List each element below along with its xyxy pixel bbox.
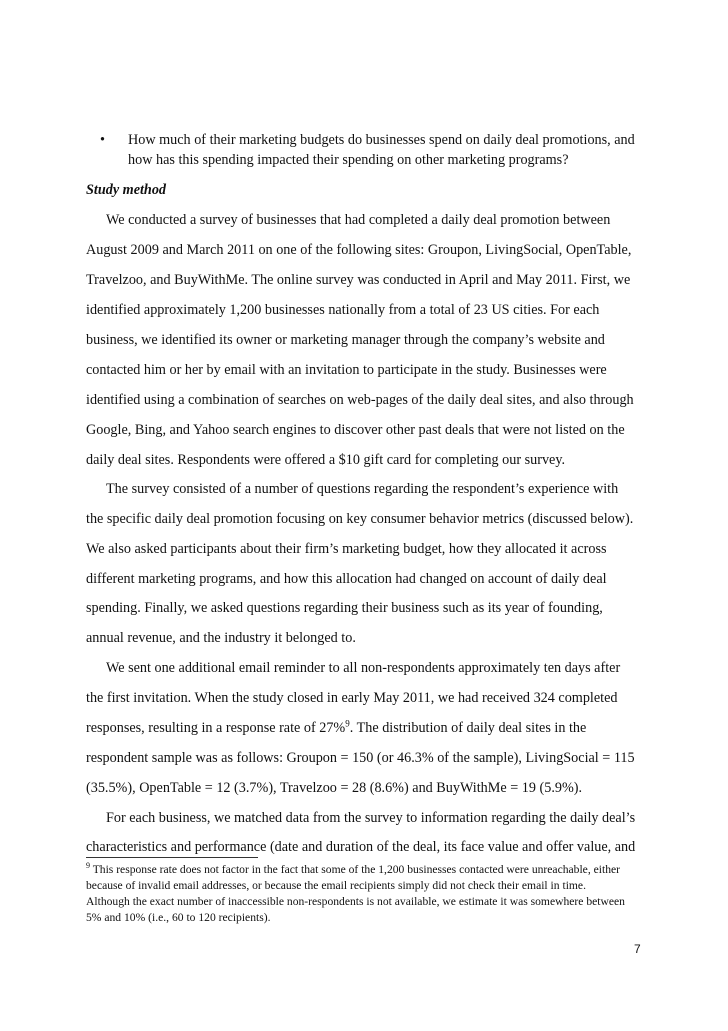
body-line: August 2009 and March 2011 on one of the following sites: Groupon, LivingSocial, OpenTable, — [86, 242, 632, 258]
body-line: identified using a combination of searches on web-pages of the daily deal sites, and also through — [86, 392, 634, 408]
footnote-line: 5% and 10% (i.e., 60 to 120 recipients). — [86, 911, 271, 924]
body-line: spending. Finally, we asked questions regarding their business such as its year of founding, — [86, 600, 603, 616]
body-line: the specific daily deal promotion focusing on key consumer behavior metrics (discussed below). — [86, 511, 634, 527]
body-line: contacted him or her by email with an invitation to participate in the study. Businesses were — [86, 362, 607, 378]
body-line: respondent sample was as follows: Groupon = 150 (or 46.3% of the sample), LivingSocial = 115 — [86, 750, 635, 766]
bullet-item — [100, 130, 660, 170]
body-line: characteristics and performance (date and duration of the deal, its face value and offer value, and — [86, 839, 636, 855]
body-line: (35.5%), OpenTable = 12 (3.7%), Travelzoo = 28 (8.6%) and BuyWithMe = 19 (5.9%). — [86, 780, 583, 796]
footnote-line — [86, 862, 620, 878]
footnote-line: because of invalid email addresses, or because the email recipients simply did not check their email in time. — [86, 879, 586, 892]
body-line: different marketing programs, and how this allocation had changed on account of daily deal — [86, 571, 607, 587]
body-line: daily deal sites. Respondents were offered a $10 gift card for completing our survey. — [86, 452, 566, 468]
body-line: We sent one additional email reminder to all non-respondents approximately ten days after — [106, 660, 621, 676]
bullet-dot: • — [100, 132, 105, 148]
footnote-reference[interactable]: 9 — [345, 718, 350, 729]
body-line: annual revenue, and the industry it belonged to. — [86, 630, 356, 646]
bullet-text-line-1: How much of their marketing budgets do businesses spend on daily deal promotions, and — [128, 132, 635, 148]
footnote-separator — [86, 857, 258, 858]
body-line: business, we identified its owner or marketing manager through the company’s website and — [86, 332, 605, 348]
footnote-mark: 9 — [86, 861, 90, 871]
section-heading: Study method — [86, 182, 167, 198]
body-line: We also asked participants about their firm’s marketing budget, how they allocated it across — [86, 541, 607, 557]
body-line-with-footnote-ref — [86, 718, 586, 738]
body-line: For each business, we matched data from the survey to information regarding the daily deal’s — [106, 810, 636, 826]
footnote-line: Although the exact number of inaccessible non-respondents is not available, we estimate it was somewhere between — [86, 895, 625, 908]
body-line: identified approximately 1,200 businesses nationally from a total of 23 US cities. For each — [86, 302, 600, 318]
body-line: Google, Bing, and Yahoo search engines to discover other past deals that were not listed on the — [86, 422, 625, 438]
body-line: We conducted a survey of businesses that had completed a daily deal promotion between — [106, 212, 611, 228]
footnote-text: This response rate does not factor in the fact that some of the 1,200 businesses contacted were unreachable, either — [90, 863, 621, 876]
bullet-text-line-2: how has this spending impacted their spending on other marketing programs? — [128, 152, 569, 168]
page-number: 7 — [634, 942, 641, 956]
body-line: The survey consisted of a number of questions regarding the respondent’s experience with — [106, 481, 619, 497]
body-line: Travelzoo, and BuyWithMe. The online survey was conducted in April and May 2011. First, we — [86, 272, 631, 288]
body-line: the first invitation. When the study closed in early May 2011, we had received 324 completed — [86, 690, 618, 706]
body-text: responses, resulting in a response rate of 27% — [86, 720, 346, 736]
body-text: . The distribution of daily deal sites in the — [349, 720, 587, 736]
